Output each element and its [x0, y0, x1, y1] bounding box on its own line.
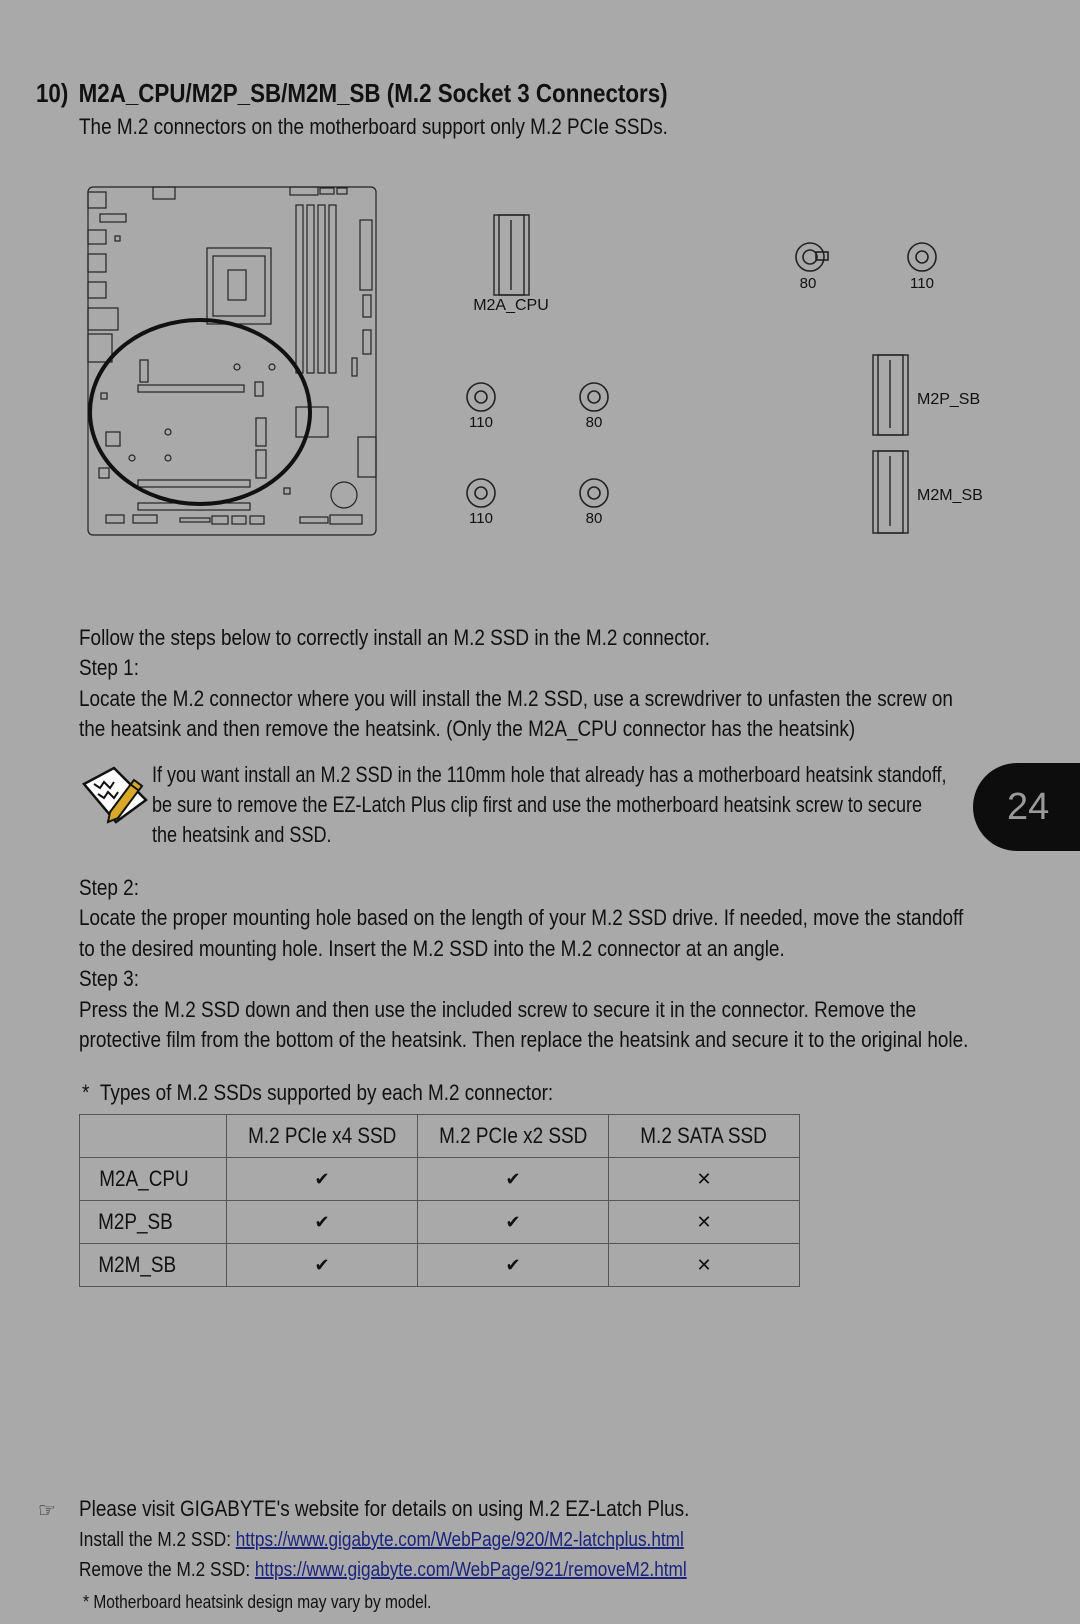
note-text-line2: be sure to remove the EZ-Latch Plus clip first and use the motherboard heatsink screw to secure [152, 792, 923, 817]
table-caption [82, 1080, 553, 1106]
check-icon: ✔ [227, 1201, 418, 1244]
m2p-connector-label: M2P_SB [917, 391, 981, 408]
row-label: M2P_SB [80, 1201, 227, 1244]
table-header-row [80, 1115, 800, 1158]
caption-text: Types of M.2 SSDs supported by each M.2 connector: [99, 1080, 554, 1105]
row-label: M2A_CPU [80, 1158, 227, 1201]
step2-label: Step 2: [79, 875, 139, 900]
cross-icon: ✕ [609, 1244, 800, 1287]
standoff-holes-top [796, 243, 936, 271]
header-cell-pcie-x2: M.2 PCIe x2 SSD [418, 1115, 609, 1158]
steps-lead: Follow the steps below to correctly install an M.2 SSD in the M.2 connector. [79, 625, 710, 650]
step2-text-line1: Locate the proper mounting hole based on the length of your M.2 SSD drive. If needed, move the standoff [79, 905, 964, 930]
m2a-connector-drawing [494, 215, 529, 295]
hole-label-110: 110 [469, 510, 493, 527]
hole-label-80: 80 [585, 510, 603, 527]
pointing-hand-icon: ☞ [38, 1500, 56, 1522]
visit-website-text: Please visit GIGABYTE's website for details on using M.2 EZ-Latch Plus. [79, 1496, 690, 1521]
note-text-line3: the heatsink and SSD. [152, 822, 332, 847]
page-number-tab [973, 763, 1080, 851]
cross-icon: ✕ [609, 1201, 800, 1244]
row-label: M2M_SB [80, 1244, 227, 1287]
check-icon: ✔ [418, 1201, 609, 1244]
page-number: 24 [1007, 786, 1050, 828]
install-link-line [79, 1529, 684, 1552]
step2-text-line2: to the desired mounting hole. Insert the M.2 SSD into the M.2 connector at an angle. [79, 936, 785, 961]
step1-text-line2: the heatsink and then remove the heatsink. (Only the M2A_CPU connector has the heatsink) [79, 716, 856, 741]
check-icon: ✔ [418, 1244, 609, 1287]
note-pencil-icon [80, 762, 150, 832]
hole-label-110: 110 [469, 414, 493, 431]
step3-text-line2: protective film from the bottom of the heatsink. Then replace the heatsink and secure it to the original hole. [79, 1027, 969, 1052]
header-cell-pcie-x4: M.2 PCIe x4 SSD [227, 1115, 418, 1158]
step3-label: Step 3: [79, 966, 139, 991]
table-row [80, 1158, 800, 1201]
m2m-connector-label: M2M_SB [917, 487, 983, 504]
m2-connector-diagram [0, 170, 1080, 570]
ssd-support-table [79, 1114, 800, 1287]
m2-area-highlight-circle [90, 320, 310, 504]
hole-label-80: 80 [799, 275, 817, 292]
install-link-label: Install the M.2 SSD: [79, 1529, 236, 1551]
caption-star: * [82, 1080, 90, 1105]
section-title: M2A_CPU/M2P_SB/M2M_SB (M.2 Socket 3 Connectors) [78, 78, 668, 108]
check-icon: ✔ [227, 1158, 418, 1201]
check-icon: ✔ [418, 1158, 609, 1201]
check-icon: ✔ [227, 1244, 418, 1287]
note-text-line1: If you want install an M.2 SSD in the 110mm hole that already has a motherboard heatsink standoff, [152, 762, 947, 787]
cross-icon: ✕ [609, 1158, 800, 1201]
table-row [80, 1201, 800, 1244]
section-intro: The M.2 connectors on the motherboard support only M.2 PCIe SSDs. [79, 114, 668, 139]
hole-label-110: 110 [910, 275, 934, 292]
section-number: 10) [36, 78, 69, 108]
header-cell-empty [80, 1115, 227, 1158]
heatsink-disclaimer: * Motherboard heatsink design may vary by model. [83, 1592, 432, 1612]
standoff-holes-middle [467, 383, 608, 507]
remove-link-line [79, 1559, 687, 1582]
remove-guide-link[interactable]: https://www.gigabyte.com/WebPage/921/removeM2.html [254, 1559, 687, 1581]
header-cell-sata: M.2 SATA SSD [609, 1115, 800, 1158]
step1-text-line1: Locate the M.2 connector where you will install the M.2 SSD, use a screwdriver to unfasten the screw on [79, 686, 953, 711]
remove-link-label: Remove the M.2 SSD: [79, 1559, 255, 1581]
step3-text-line1: Press the M.2 SSD down and then use the included screw to secure it in the connector. Remove the [79, 997, 917, 1022]
hole-label-80: 80 [585, 414, 603, 431]
m2a-connector-label: M2A_CPU [473, 297, 549, 314]
step1-label: Step 1: [79, 655, 139, 680]
section-heading [36, 78, 668, 109]
table-row [80, 1244, 800, 1287]
m2p-m2m-connector-drawing [873, 355, 908, 533]
install-guide-link[interactable]: https://www.gigabyte.com/WebPage/920/M2-latchplus.html [235, 1529, 684, 1551]
